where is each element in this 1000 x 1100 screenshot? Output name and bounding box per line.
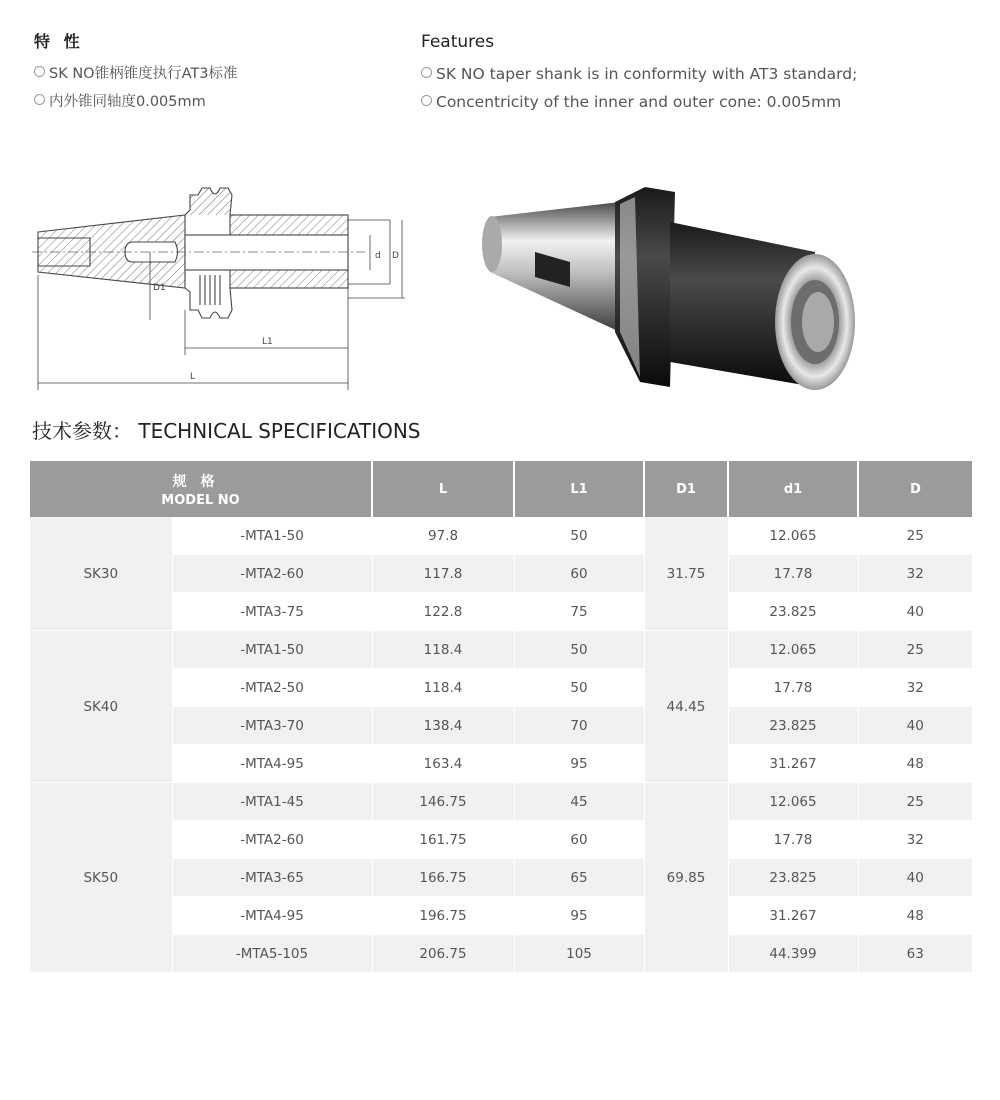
L1-cell: 65 bbox=[514, 859, 644, 897]
L-cell: 138.4 bbox=[372, 707, 514, 745]
D1-cell: 31.75 bbox=[644, 517, 728, 631]
L1-cell: 95 bbox=[514, 745, 644, 783]
features-en-item bbox=[421, 88, 981, 116]
product-photo bbox=[470, 172, 870, 402]
header-d1: d1 bbox=[728, 461, 858, 517]
table-row bbox=[30, 859, 972, 897]
model-cell: -MTA2-60 bbox=[172, 821, 372, 859]
table-row bbox=[30, 631, 972, 669]
L1-cell: 75 bbox=[514, 593, 644, 631]
dimension-label-D1: D1 bbox=[153, 283, 166, 293]
table-row bbox=[30, 593, 972, 631]
D-cell: 48 bbox=[858, 745, 972, 783]
table-header-row bbox=[30, 461, 972, 517]
dimension-label-d: d bbox=[375, 251, 381, 261]
model-cell: -MTA3-75 bbox=[172, 593, 372, 631]
L1-cell: 60 bbox=[514, 555, 644, 593]
d1-cell: 23.825 bbox=[728, 593, 858, 631]
table-row bbox=[30, 517, 972, 555]
L-cell: 206.75 bbox=[372, 935, 514, 973]
group-name-cell: SK40 bbox=[30, 631, 172, 783]
table-row bbox=[30, 555, 972, 593]
L-cell: 118.4 bbox=[372, 631, 514, 669]
d1-cell: 23.825 bbox=[728, 859, 858, 897]
L1-cell: 60 bbox=[514, 821, 644, 859]
table-row bbox=[30, 935, 972, 973]
table-row bbox=[30, 783, 972, 821]
L-cell: 122.8 bbox=[372, 593, 514, 631]
D-cell: 40 bbox=[858, 859, 972, 897]
features-cn-item bbox=[34, 60, 404, 88]
header-D: D bbox=[858, 461, 972, 517]
model-cell: -MTA5-105 bbox=[172, 935, 372, 973]
L1-cell: 50 bbox=[514, 517, 644, 555]
features-en-section bbox=[421, 30, 981, 116]
L1-cell: 95 bbox=[514, 897, 644, 935]
group-name-cell: SK50 bbox=[30, 783, 172, 973]
table-row bbox=[30, 821, 972, 859]
L-cell: 161.75 bbox=[372, 821, 514, 859]
circle-bullet-icon bbox=[421, 95, 432, 106]
D-cell: 48 bbox=[858, 897, 972, 935]
table-row bbox=[30, 897, 972, 935]
table-row bbox=[30, 745, 972, 783]
features-cn-section bbox=[34, 30, 404, 116]
d1-cell: 31.267 bbox=[728, 745, 858, 783]
circle-bullet-icon bbox=[34, 94, 45, 105]
L1-cell: 45 bbox=[514, 783, 644, 821]
header-D1: D1 bbox=[644, 461, 728, 517]
L-cell: 163.4 bbox=[372, 745, 514, 783]
L-cell: 196.75 bbox=[372, 897, 514, 935]
model-cell: -MTA1-45 bbox=[172, 783, 372, 821]
table-row bbox=[30, 669, 972, 707]
features-en-item-text: Concentricity of the inner and outer cone: 0.005mm bbox=[436, 93, 842, 111]
D-cell: 25 bbox=[858, 631, 972, 669]
L1-cell: 50 bbox=[514, 631, 644, 669]
model-cell: -MTA4-95 bbox=[172, 745, 372, 783]
model-cell: -MTA4-95 bbox=[172, 897, 372, 935]
features-en-item-text: SK NO taper shank is in conformity with AT3 standard; bbox=[436, 65, 858, 83]
table-row bbox=[30, 707, 972, 745]
dimension-label-L: L bbox=[190, 372, 196, 382]
D-cell: 32 bbox=[858, 555, 972, 593]
model-cell: -MTA3-70 bbox=[172, 707, 372, 745]
D-cell: 63 bbox=[858, 935, 972, 973]
d1-cell: 12.065 bbox=[728, 517, 858, 555]
L1-cell: 70 bbox=[514, 707, 644, 745]
model-cell: -MTA1-50 bbox=[172, 631, 372, 669]
header-model-cn: 规格 bbox=[172, 473, 229, 490]
dimension-label-L1: L1 bbox=[262, 337, 273, 347]
L1-cell: 105 bbox=[514, 935, 644, 973]
features-en-item bbox=[421, 60, 981, 88]
d1-cell: 17.78 bbox=[728, 555, 858, 593]
L-cell: 118.4 bbox=[372, 669, 514, 707]
dimension-label-D: D bbox=[392, 251, 399, 261]
technical-drawing bbox=[30, 180, 415, 400]
header-model bbox=[30, 461, 372, 517]
D-cell: 40 bbox=[858, 593, 972, 631]
header-L: L bbox=[372, 461, 514, 517]
L1-cell: 50 bbox=[514, 669, 644, 707]
D-cell: 25 bbox=[858, 783, 972, 821]
D-cell: 32 bbox=[858, 669, 972, 707]
d1-cell: 31.267 bbox=[728, 897, 858, 935]
model-cell: -MTA1-50 bbox=[172, 517, 372, 555]
d1-cell: 17.78 bbox=[728, 821, 858, 859]
d1-cell: 44.399 bbox=[728, 935, 858, 973]
L-cell: 166.75 bbox=[372, 859, 514, 897]
features-cn-item bbox=[34, 88, 404, 116]
circle-bullet-icon bbox=[34, 66, 45, 77]
L-cell: 97.8 bbox=[372, 517, 514, 555]
group-name-cell: SK30 bbox=[30, 517, 172, 631]
features-cn-item-text: SK NO锥柄锥度执行AT3标准 bbox=[49, 66, 238, 82]
model-cell: -MTA2-50 bbox=[172, 669, 372, 707]
D1-cell: 44.45 bbox=[644, 631, 728, 783]
d1-cell: 12.065 bbox=[728, 783, 858, 821]
features-cn-item-text: 内外锥同轴度0.005mm bbox=[49, 94, 206, 110]
d1-cell: 23.825 bbox=[728, 707, 858, 745]
spec-table bbox=[30, 461, 972, 973]
d1-cell: 17.78 bbox=[728, 669, 858, 707]
spec-heading: 技术参数： TECHNICAL SPECIFICATIONS bbox=[32, 419, 421, 443]
D-cell: 40 bbox=[858, 707, 972, 745]
features-cn-title: 特 性 bbox=[34, 32, 84, 51]
L-cell: 117.8 bbox=[372, 555, 514, 593]
model-cell: -MTA3-65 bbox=[172, 859, 372, 897]
D1-cell: 69.85 bbox=[644, 783, 728, 973]
D-cell: 32 bbox=[858, 821, 972, 859]
features-en-title: Features bbox=[421, 32, 495, 52]
L-cell: 146.75 bbox=[372, 783, 514, 821]
circle-bullet-icon bbox=[421, 67, 432, 78]
model-cell: -MTA2-60 bbox=[172, 555, 372, 593]
D-cell: 25 bbox=[858, 517, 972, 555]
d1-cell: 12.065 bbox=[728, 631, 858, 669]
header-L1: L1 bbox=[514, 461, 644, 517]
header-model-en: MODEL NO bbox=[161, 492, 240, 508]
